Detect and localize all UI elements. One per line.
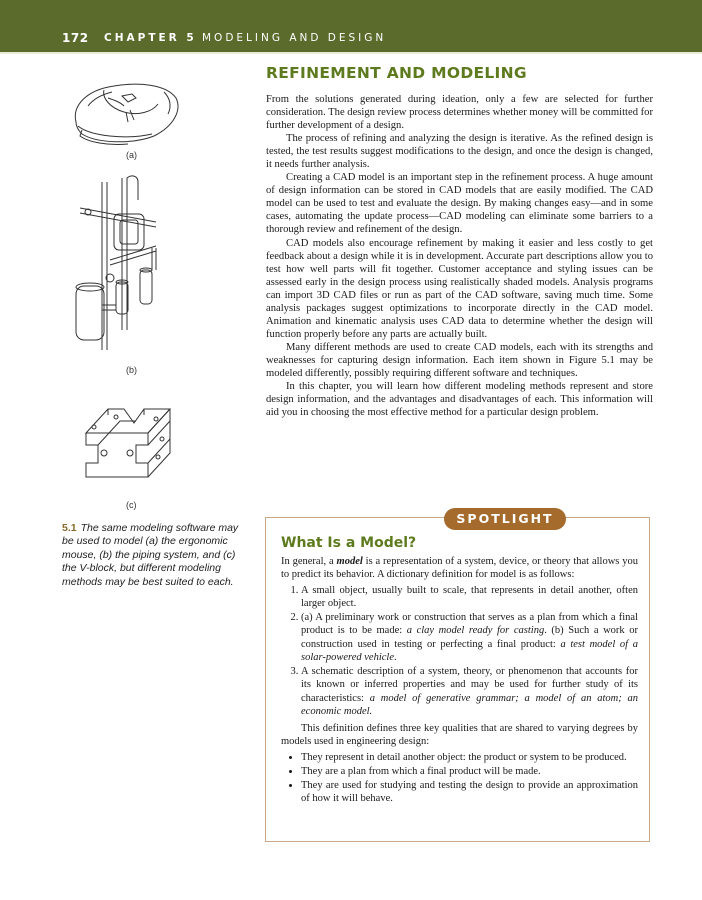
definition-text: A schematic description of a system, theory, or phenomenon that accounts for its known or inferred properties and may be used for further study of its characteristics:	[301, 666, 638, 704]
section-running-title: MODELING AND DESIGN	[202, 32, 387, 44]
body-paragraph: From the solutions generated during ideation, only a few are selected for further consideration. The design review process determines whether money will be committed for further development of a design.	[266, 94, 653, 132]
body-paragraph: Creating a CAD model is an important step in the refinement process. A huge amount of design information can be stored in CAD models that are easily modified. The CAD model can be used to test and evaluate the design. By making changes easy—and in some cases, automating the update process—CAD modeling can eliminate some barriers to a thorough review and refinement of the design.	[266, 172, 653, 236]
body-paragraph: CAD models also encourage refinement by making it easier and less costly to get feedback about a design while it is in development. Accurate part descriptions allow you to test how well parts will fit together. Customer acceptance and styling issues can be assessed early in the design process using realistically shaded models. Analysis programs can import 3D CAD files or run as part of the CAD software, saving much time. Some analysis packages suggest optimizations to incorporate directly in the CAD model. Animation and kinematic analysis uses CAD data to determine whether the design will function properly before any parts are actually built.	[266, 237, 653, 340]
definition-text: .	[394, 651, 397, 663]
spotlight-title: What Is a Model?	[281, 535, 417, 551]
definition-item	[301, 584, 638, 611]
spotlight-intro-rest: is a representation of a system, device, or theory that allows you to predict its behavior. A dictionary definition for model is as follows:	[281, 556, 638, 581]
quality-item: • They are used for studying and testing the design to provide an approximation of how it will behave.	[301, 779, 638, 806]
spotlight-intro	[281, 555, 638, 582]
v-block-illustration	[74, 393, 182, 491]
body-text	[266, 93, 653, 419]
mouse-illustration	[68, 76, 183, 148]
definition-text: (a) A preliminary work or construction that serves as a plan from which a final product is to be made:	[301, 612, 638, 637]
definition-text: A small object, usually built to scale, that represents in detail another, often larger object.	[301, 584, 638, 609]
figure-label-b: (b)	[126, 365, 137, 375]
spotlight-badge: SPOTLIGHT	[444, 508, 566, 530]
definition-text: . (b) Such a work or construction used in testing or perfecting a final product:	[301, 625, 638, 650]
figure-number: 5.1	[62, 522, 77, 534]
figure-label-a: (a)	[126, 150, 137, 160]
figure-caption	[62, 522, 247, 589]
chapter-label: CHAPTER 5	[104, 32, 197, 44]
definition-item	[301, 665, 638, 718]
spotlight-intro-lead: In general, a	[281, 556, 337, 567]
page-header	[0, 0, 702, 54]
quality-item: • They are a plan from which a final product will be made.	[301, 765, 638, 778]
body-paragraph: The process of refining and analyzing the design is iterative. As the refined design is tested, the test results suggest modifications to the design, and once the design is changed, it needs further analysis.	[266, 133, 653, 171]
figure-caption-text: The same modeling software may be used to model (a) the ergonomic mouse, (b) the piping system, and (c) the V-block, but different modeling methods may be best suited to each.	[62, 522, 239, 588]
figure-label-c: (c)	[126, 500, 137, 510]
piping-system-illustration	[70, 170, 170, 355]
definition-item	[301, 611, 638, 664]
section-heading: REFINEMENT AND MODELING	[266, 64, 527, 82]
definition-example: a model of generative grammar; a model of an atom; an economic model.	[301, 692, 638, 717]
body-paragraph: In this chapter, you will learn how different modeling methods represent and store design information, and the advantages and disadvantages of each. This information will aid you in choosing the most effective method for a particular design problem.	[266, 381, 653, 419]
definition-list	[281, 584, 638, 719]
body-paragraph: Many different methods are used to create CAD models, each with its strengths and weaknesses for capturing design information. Each item shown in Figure 5.1 may be modeled differently, possibly requiring different software and techniques.	[266, 341, 653, 379]
qualities-list	[281, 751, 638, 806]
quality-item: • They represent in detail another object: the product or system to be produced.	[301, 751, 638, 764]
spotlight-summary: This definition defines three key qualities that are shared to varying degrees by models used in engineering design:	[281, 723, 638, 748]
spotlight-body	[281, 555, 638, 807]
definition-example: a clay model ready for casting	[406, 625, 545, 637]
page-number: 172	[62, 31, 89, 45]
spotlight-model-term: model	[336, 556, 363, 567]
definition-example: a test model of a solar-powered vehicle	[301, 638, 638, 663]
